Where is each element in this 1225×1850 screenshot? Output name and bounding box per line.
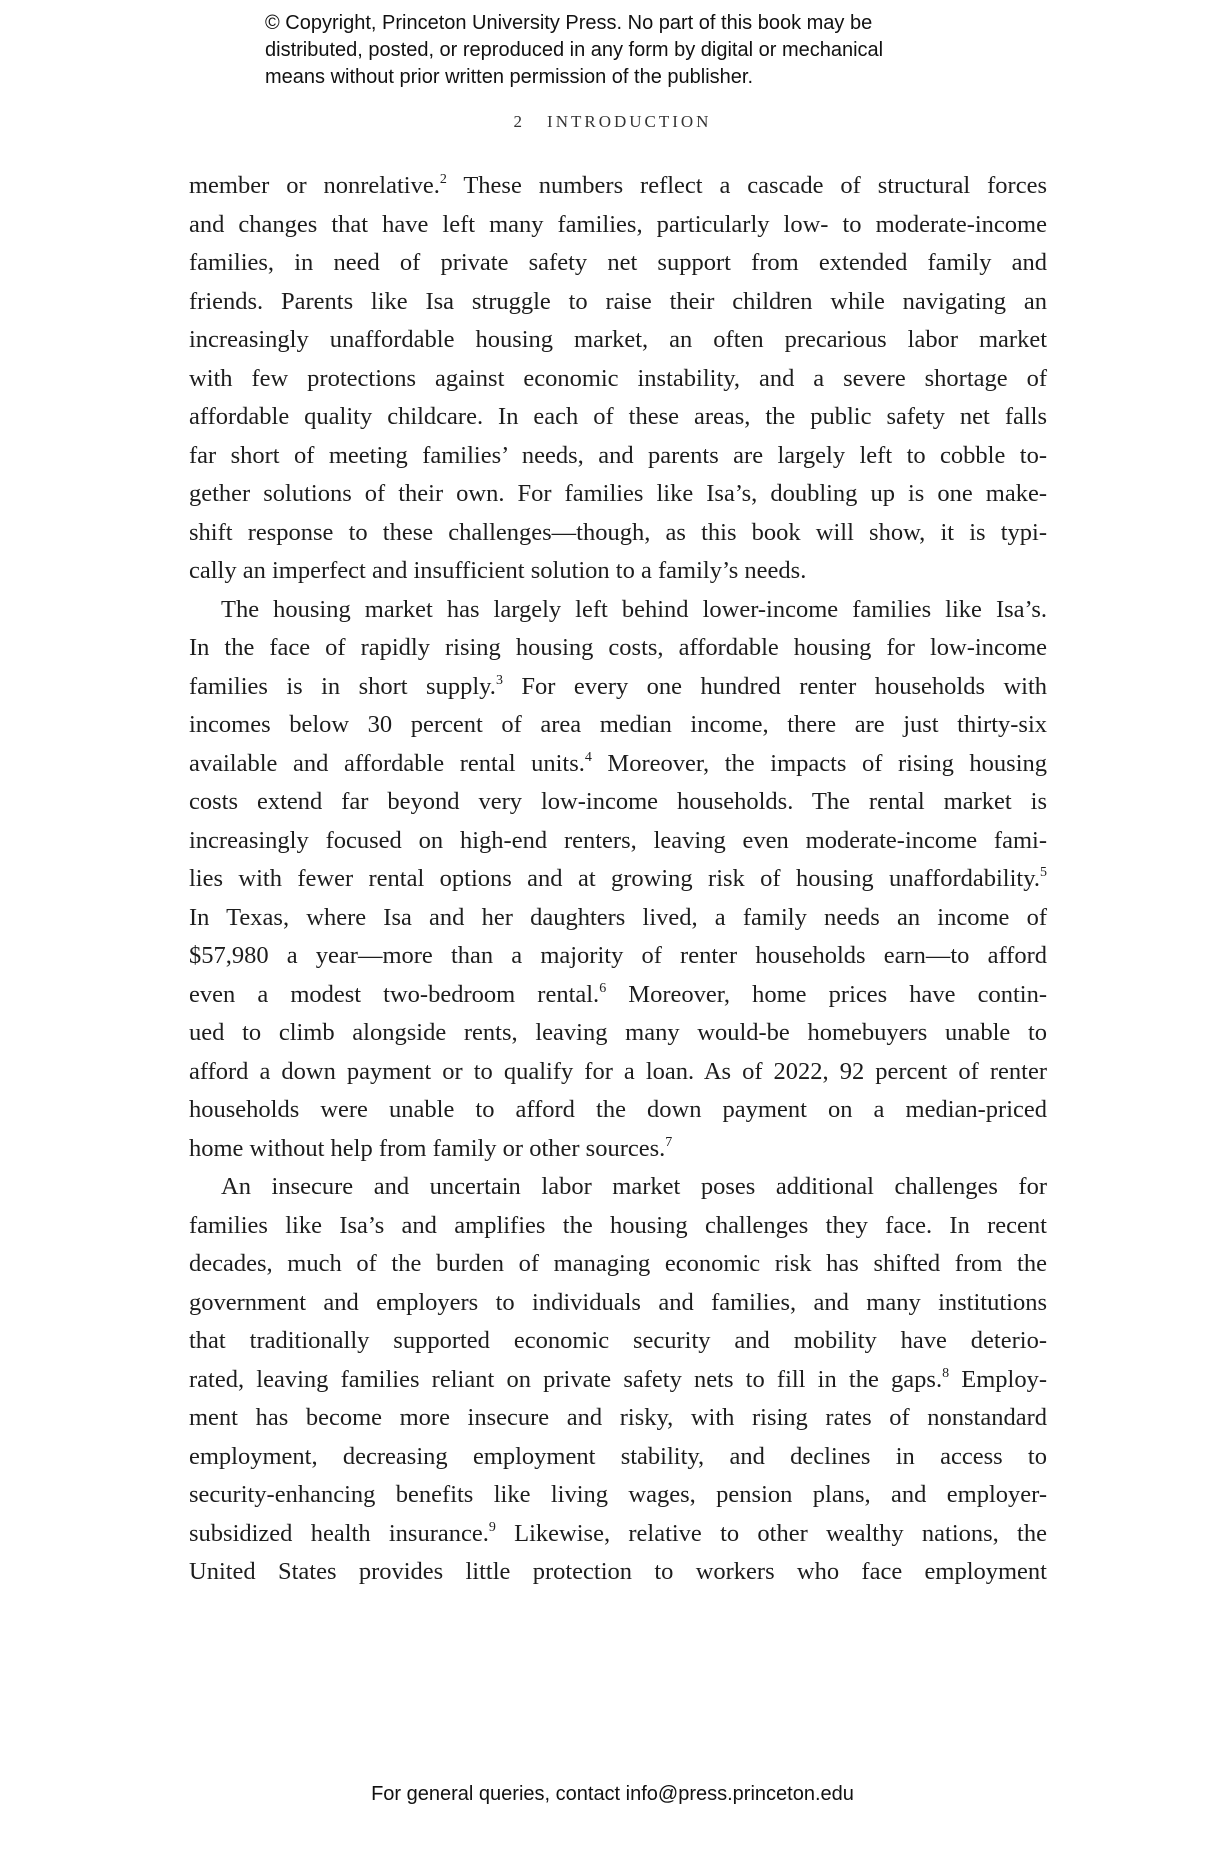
text-line: [189, 822, 1047, 861]
text-segment: cally an imperfect and insufficient solution to a family’s needs.: [189, 557, 807, 584]
text-line: [189, 1130, 1047, 1169]
text-segment: households were unable to afford the down payment on a median-priced: [189, 1096, 1047, 1123]
text-line: [189, 1207, 1047, 1246]
text-line: [189, 437, 1047, 476]
text-segment: gether solutions of their own. For families like Isa’s, doubling up is one make-: [189, 480, 1047, 507]
text-segment: The housing market has largely left behind lower-income families like Isa’s.: [221, 595, 1047, 623]
footnote-marker[interactable]: 4: [584, 749, 592, 765]
text-segment: In Texas, where Isa and her daughters lived, a family needs an income of: [189, 903, 1047, 931]
footnote-marker[interactable]: 7: [665, 1134, 673, 1150]
text-line: [189, 321, 1047, 360]
text-line: [189, 360, 1047, 399]
text-segment: families, in need of private safety net support from extended family and: [189, 249, 1047, 276]
chapter-title: INTRODUCTION: [547, 112, 712, 131]
text-line: [189, 1053, 1047, 1092]
text-line: [189, 206, 1047, 245]
footnote-marker[interactable]: 2: [439, 172, 447, 187]
text-line: [189, 1553, 1047, 1592]
text-segment: with few protections against economic instability, and a severe shortage of: [189, 364, 1047, 392]
text-line: [189, 899, 1047, 938]
text-segment: shift response to these challenges—though, as this book will show, it is typi-: [189, 518, 1047, 546]
text-line: [189, 1284, 1047, 1323]
text-line: [189, 1245, 1047, 1284]
paragraph: [189, 1168, 1047, 1592]
text-line: [189, 976, 1047, 1015]
text-segment: In the face of rapidly rising housing costs, affordable housing for low-income: [189, 634, 1047, 661]
text-line: [189, 591, 1047, 630]
text-line: [189, 283, 1047, 322]
text-segment: that traditionally supported economic security and mobility have deterio-: [189, 1327, 1047, 1354]
text-segment: ment has become more insecure and risky, with rising rates of nonstandard: [189, 1404, 1047, 1431]
text-segment: rated, leaving families reliant on private safety nets to fill in the gaps.: [189, 1365, 943, 1393]
text-segment: even a modest two-bedroom rental.: [189, 980, 600, 1008]
text-line: [189, 1168, 1047, 1207]
text-line: [189, 167, 1047, 206]
text-segment: For every one hundred renter households with: [502, 672, 1047, 700]
text-segment: employment, decreasing employment stability, and declines in access to: [189, 1442, 1047, 1470]
text-line: [189, 398, 1047, 437]
footnote-marker[interactable]: 6: [599, 980, 607, 996]
text-line: [189, 745, 1047, 784]
text-segment: government and employers to individuals and families, and many institutions: [189, 1288, 1047, 1316]
text-segment: member or nonrelative.: [189, 172, 440, 199]
text-segment: Moreover, the impacts of rising housing: [591, 749, 1047, 777]
text-segment: increasingly unaffordable housing market, an often precarious labor market: [189, 326, 1047, 353]
copyright-line: distributed, posted, or reproduced in any form by digital or mechanical: [265, 39, 884, 61]
text-segment: increasingly focused on high-end renters, leaving even moderate-income fami-: [189, 826, 1047, 854]
text-segment: friends. Parents like Isa struggle to raise their children while navigating an: [189, 287, 1047, 315]
text-line: [189, 1476, 1047, 1515]
footnote-marker[interactable]: 5: [1040, 865, 1047, 880]
paragraph: [189, 167, 1047, 591]
footnote-marker[interactable]: 3: [495, 672, 503, 688]
text-line: [189, 514, 1047, 553]
body-text: [189, 167, 1047, 1592]
copyright-line: © Copyright, Princeton University Press. No part of this book may be: [265, 12, 873, 34]
text-line: [189, 1438, 1047, 1477]
text-segment: decades, much of the burden of managing economic risk has shifted from the: [189, 1250, 1047, 1277]
text-segment: incomes below 30 percent of area median income, there are just thirty-six: [189, 711, 1047, 738]
text-segment: and changes that have left many families, particularly low- to moderate-income: [189, 210, 1047, 238]
text-line: [189, 860, 1047, 899]
running-head: [0, 112, 1225, 132]
text-segment: ued to climb alongside rents, leaving many would-be homebuyers unable to: [189, 1019, 1047, 1046]
text-segment: Moreover, home prices have contin-: [606, 980, 1047, 1008]
footnote-marker[interactable]: 9: [488, 1519, 496, 1535]
text-line: [189, 706, 1047, 745]
text-segment: Likewise, relative to other wealthy nations, the: [495, 1519, 1047, 1547]
paragraph: [189, 591, 1047, 1169]
text-segment: far short of meeting families’ needs, and parents are largely left to cobble to-: [189, 441, 1047, 469]
text-segment: families is in short supply.: [189, 672, 496, 700]
text-segment: An insecure and uncertain labor market poses additional challenges for: [221, 1173, 1047, 1200]
page-number: 2: [513, 112, 526, 131]
copyright-notice: [265, 10, 883, 91]
text-line: [189, 937, 1047, 976]
text-line: [189, 1014, 1047, 1053]
text-segment: affordable quality childcare. In each of these areas, the public safety net falls: [189, 403, 1047, 430]
text-line: [189, 552, 1047, 591]
text-segment: Employ-: [949, 1365, 1048, 1393]
text-line: [189, 1322, 1047, 1361]
text-line: [189, 783, 1047, 822]
text-segment: subsidized health insurance.: [189, 1519, 489, 1547]
text-line: [189, 629, 1047, 668]
text-segment: These numbers reflect a cascade of structural forces: [446, 172, 1048, 199]
text-segment: $57,980 a year—more than a majority of renter households earn—to afford: [189, 942, 1047, 969]
text-segment: home without help from family or other sources.: [189, 1134, 666, 1162]
text-segment: security-enhancing benefits like living wages, pension plans, and employer-: [189, 1481, 1047, 1508]
text-segment: afford a down payment or to qualify for a loan. As of 2022, 92 percent of renter: [189, 1057, 1047, 1085]
text-line: [189, 1515, 1047, 1554]
text-segment: families like Isa’s and amplifies the housing challenges they face. In recent: [189, 1211, 1047, 1239]
text-segment: available and affordable rental units.: [189, 749, 585, 777]
footer-contact: For general queries, contact info@press.princeton.edu: [371, 1783, 854, 1805]
text-line: [189, 475, 1047, 514]
text-segment: United States provides little protection to workers who face employment: [189, 1558, 1047, 1585]
text-line: [189, 244, 1047, 283]
copyright-line: means without prior written permission of the publisher.: [265, 66, 754, 88]
text-segment: costs extend far beyond very low-income households. The rental market is: [189, 788, 1047, 815]
text-line: [189, 1091, 1047, 1130]
text-line: [189, 668, 1047, 707]
footnote-marker[interactable]: 8: [942, 1365, 950, 1381]
text-segment: lies with fewer rental options and at growing risk of housing unaffordability.: [189, 865, 1040, 892]
text-line: [189, 1361, 1047, 1400]
text-line: [189, 1399, 1047, 1438]
